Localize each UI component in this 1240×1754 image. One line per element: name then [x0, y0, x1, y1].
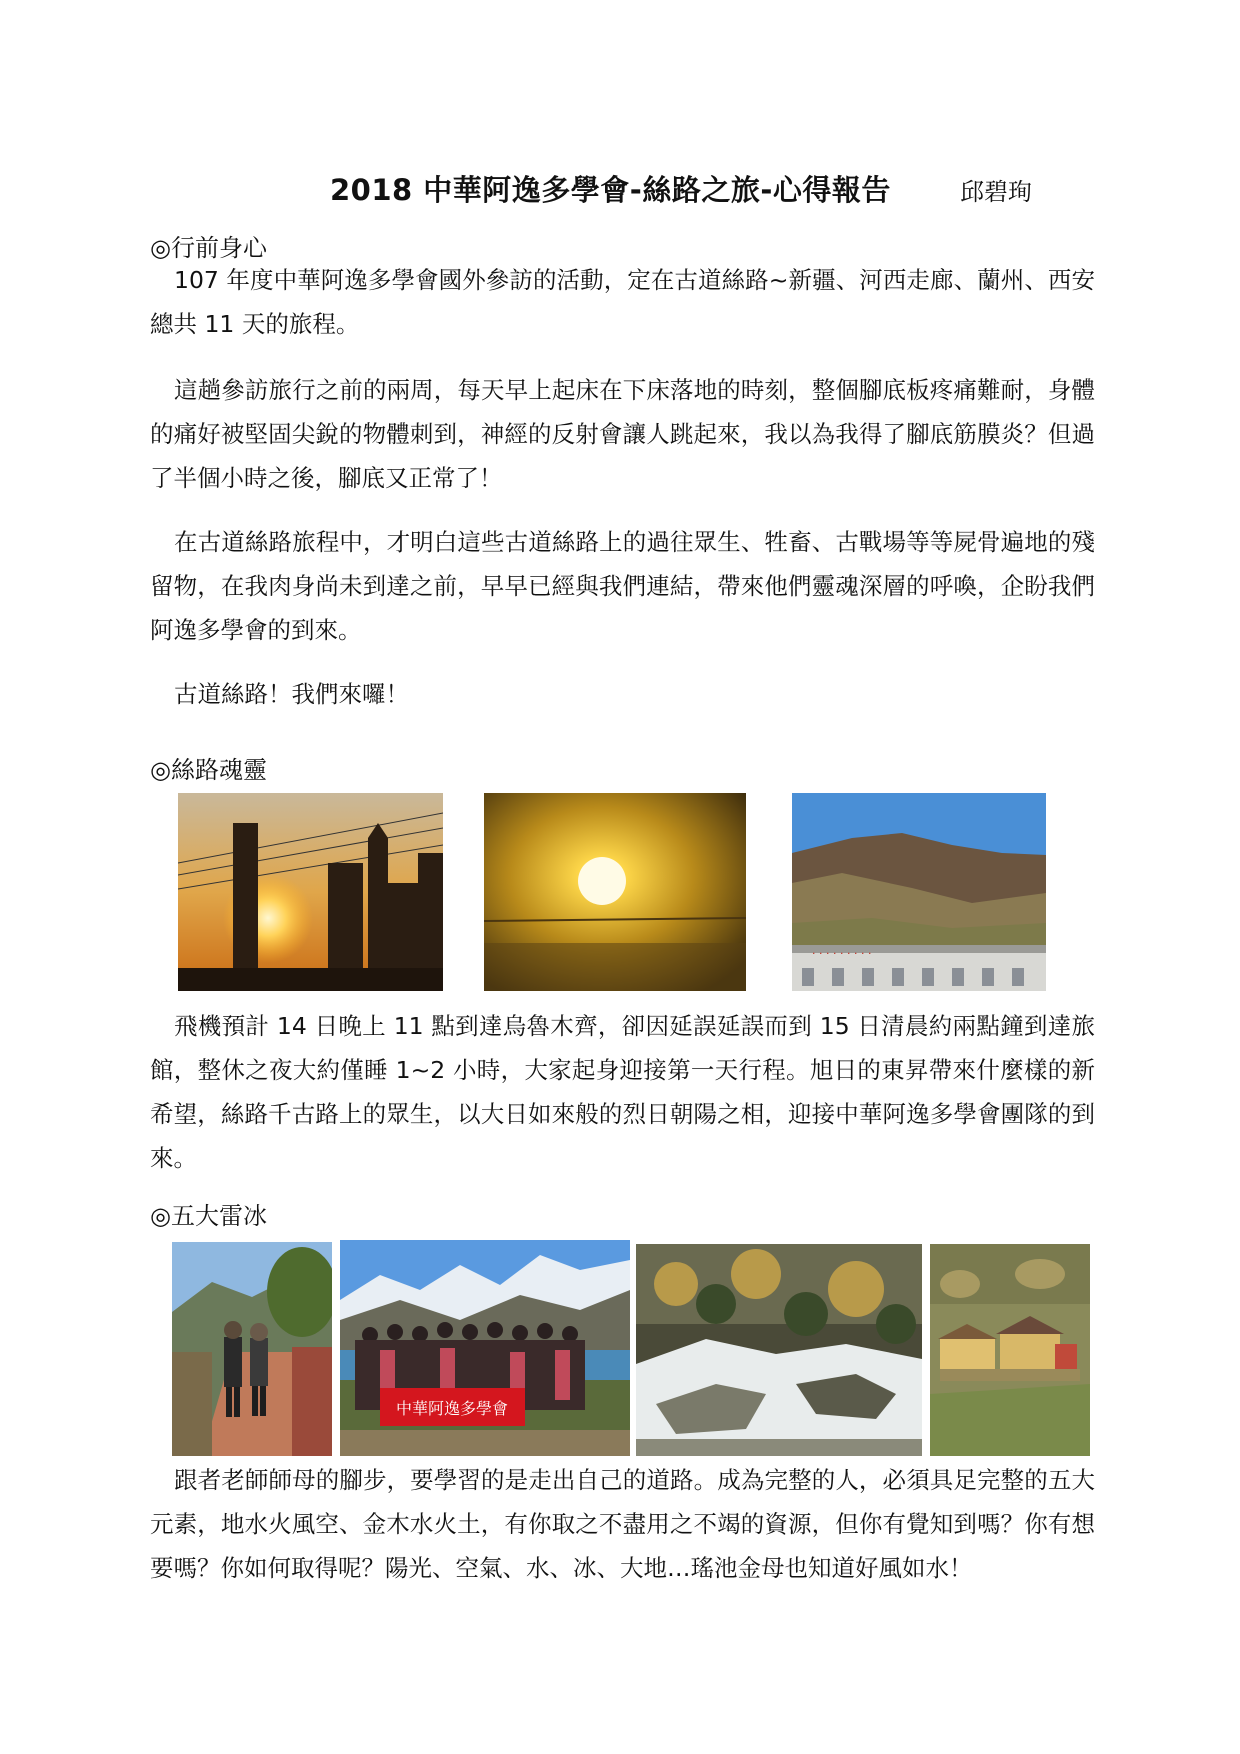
paragraph-five-elements: 跟者老師師母的腳步，要學習的是走出自己的道路。成為完整的人，必須具足完整的五大元素，地水火風空、金木水火土，有你取之不盡用之不竭的資源，但你有覺知到嗎？你有想要嗎？你如何取得呢？陽光、空氣、水、冰、大地…瑤池金母也知道好風如水！: [150, 1466, 1095, 1582]
photo-snowy-forest: [636, 1244, 922, 1456]
photo-temple-hillside: [930, 1244, 1090, 1456]
photo-sun-through-window: [484, 793, 746, 991]
photo-sunset-buildings: [178, 793, 443, 991]
paragraph-foot-pain: 這趟參訪旅行之前的兩周，每天早上起床在下床落地的時刻，整個腳底板疼痛難耐，身體的痛好被堅固尖銳的物體刺到，神經的反射會讓人跳起來，我以為我得了腳底筋膜炎？但過了半個小時之後，腳底又正常了！: [150, 376, 1095, 492]
paragraph-silk-road-spirits: 在古道絲路旅程中，才明白這些古道絲路上的過往眾生、牲畜、古戰場等等屍骨遍地的殘留物，在我肉身尚未到達之前，早早已經與我們連結，帶來他們靈魂深層的呼喚，企盼我們阿逸多學會的到來。: [150, 528, 1095, 644]
photo-couple-walking: [172, 1242, 332, 1456]
paragraph-exclamation: 古道絲路！我們來囉！: [174, 680, 409, 708]
section-heading-five-elements: ◎五大雷冰: [150, 1202, 267, 1230]
section-heading-silk-road-soul: ◎絲路魂靈: [150, 756, 267, 784]
author-name: 邱碧珣: [960, 178, 1032, 206]
svg-text:· · · · · · · · ·: · · · · · · · · ·: [812, 947, 872, 960]
banner-text: 中華阿逸多學會: [395, 1399, 509, 1418]
section-heading-preparation: ◎行前身心: [150, 234, 267, 262]
photo-group-with-banner: [340, 1240, 630, 1456]
photo-mountains-building: [792, 793, 1046, 991]
paragraph-flight-arrival: 飛機預計 14 日晚上 11 點到達烏魯木齊，卻因延誤延誤而到 15 日清晨約兩點鐘到達旅館，整休之夜大約僅睡 1~2 小時，大家起身迎接第一天行程。旭日的東昇帶來什麼樣的新希望，絲路千古路上的眾生，以大日如來般的烈日朝陽之相，迎接中華阿逸多學會團隊的到來。: [150, 1012, 1095, 1172]
paragraph-intro: 107 年度中華阿逸多學會國外參訪的活動，定在古道絲路~新疆、河西走廊、蘭州、西安總共 11 天的旅程。: [150, 266, 1095, 338]
document-title: 2018 中華阿逸多學會-絲路之旅-心得報告: [330, 173, 891, 207]
